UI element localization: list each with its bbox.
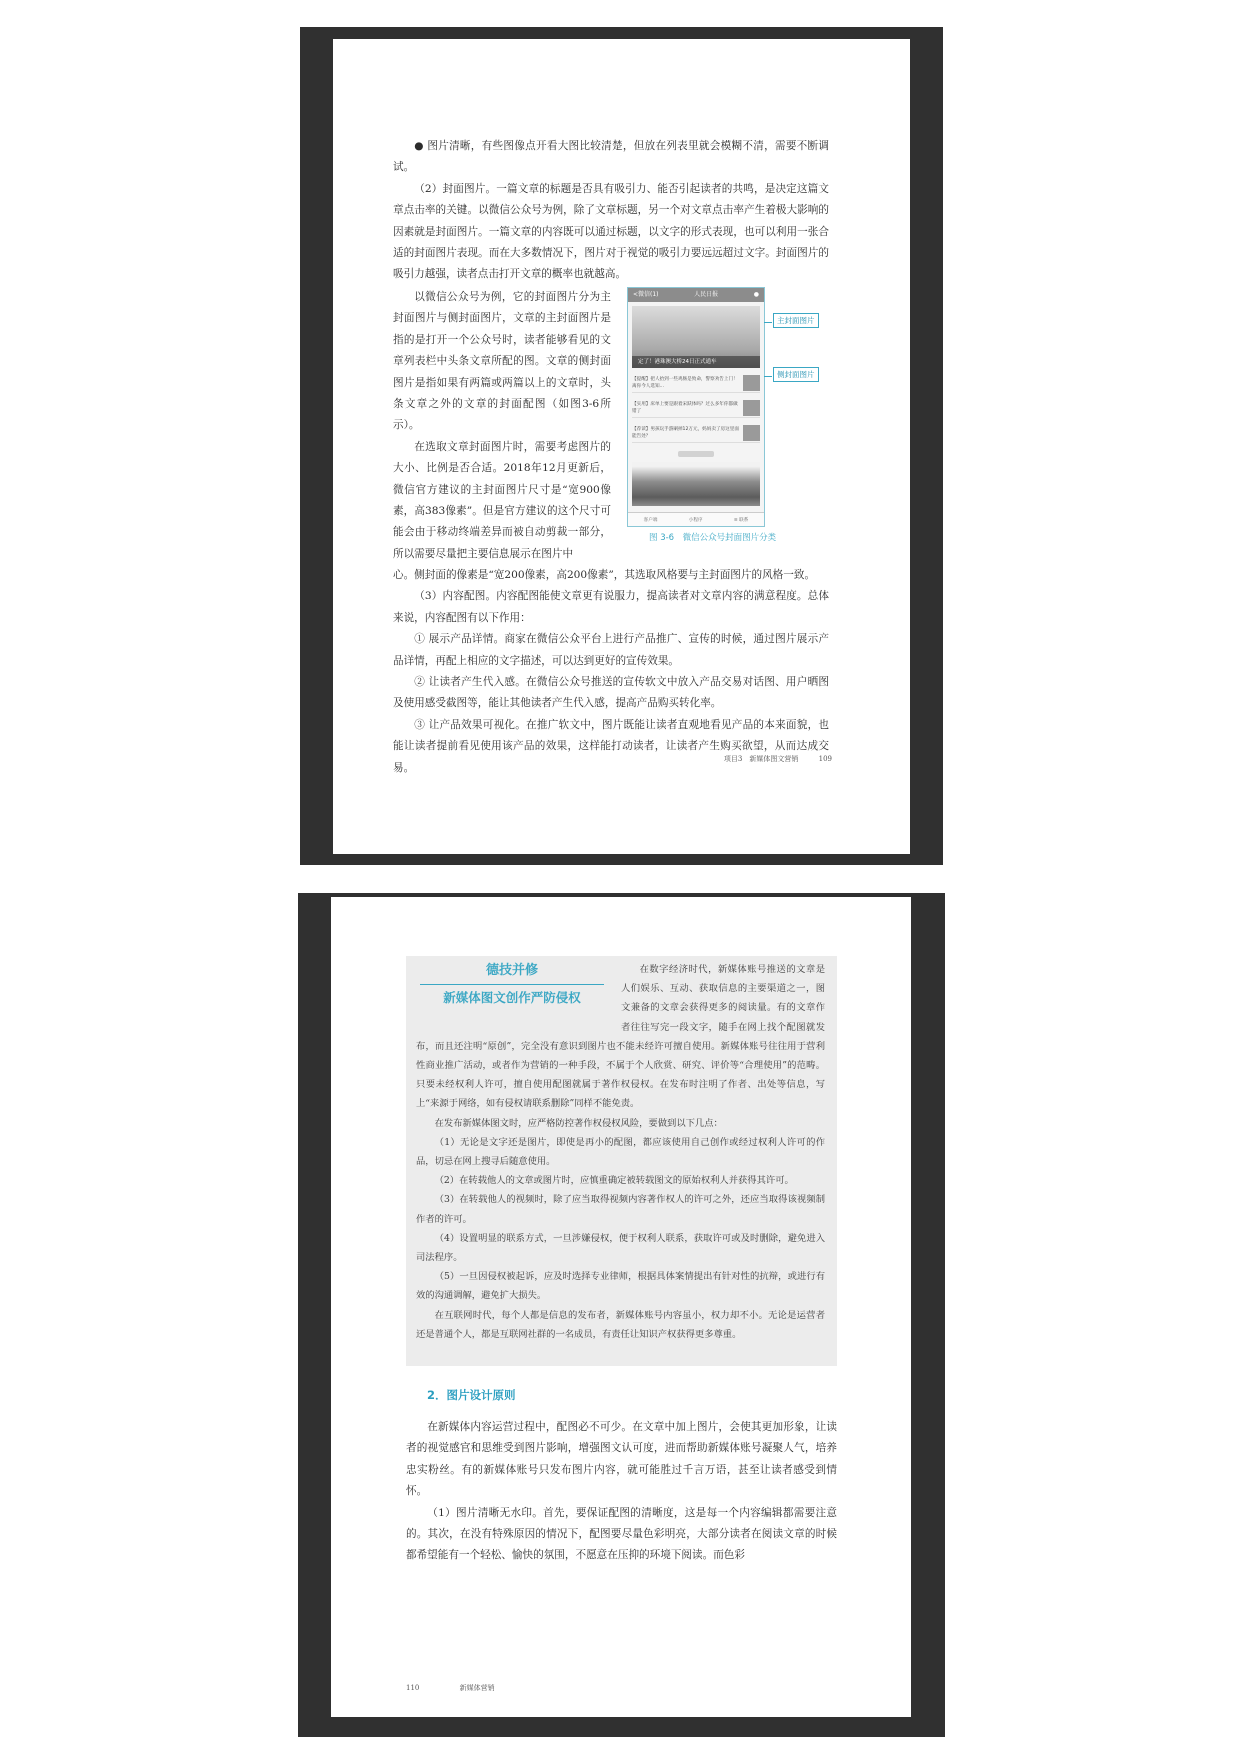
- content-paragraph: （3）内容配图。内容配图能使文章更有说服力，提高读者对文章内容的满意程度。总体来说，内容配图有以下作用：: [393, 590, 829, 624]
- page-number: 109: [818, 755, 832, 763]
- book-page-109: [333, 39, 910, 854]
- article-item: [632, 423, 760, 443]
- sidebar-title-block: [412, 962, 612, 1007]
- article-title: 【荐读】男孩玩手游刷掉12万元，妈妈卖了房这里面能告处？: [632, 426, 739, 439]
- phone-title-bar: [628, 288, 764, 302]
- sidebar-paragraph: 在发布新媒体图文时，应严格防控著作权侵权风险，要做到以下几点：: [434, 1117, 723, 1129]
- page-scan-1: [300, 27, 943, 865]
- page1-wrapped-text: [393, 287, 611, 565]
- footer-book-title: 新媒体营销: [459, 1684, 495, 1692]
- bullet-paragraph: ● 图片清晰，有些图像点开看大图比较清楚，但放在列表里就会模糊不清，需要不断调试。: [393, 140, 829, 174]
- article-title: 【实用】床单上要是跟着宋跃体吗？过么多年你都做错了: [632, 401, 738, 414]
- callout-side-cover: 侧封面图片: [773, 367, 819, 382]
- callout-leader: [764, 322, 772, 323]
- sidebar-paragraph: 在数字经济时代，新媒体账号推送的文章是人们娱乐、互动、获取信息的主要渠道之一，图文兼备的文章会获得更多的阅读量。有的文章作者往往写完一段文字，随手在网上找个配图就发布，而且还注明“原创”，完全没有意识到图片也不能未经许可擅自使用。新媒体账号往往用于营利性商业推广活动，或者作为营销的一种手段，不属于个人欣赏、研究、评价等“合理使用”的范畴。只要未经权利人许可，擅自使用配图就属于著作权侵权。在发布时注明了作者、出处等信息，写上“来源于网络，如有侵权请联系删除”同样不能免责。: [416, 964, 825, 1110]
- figure-3-6: [627, 287, 831, 543]
- phone-tab: ≡ 联系: [733, 517, 749, 523]
- sidebar-paragraph: （5）一旦因侵权被起诉，应及时选择专业律师，根据具体案情提出有针对性的抗辩，或进行有效的沟通调解，避免扩大损失。: [416, 1271, 825, 1302]
- side-cover-thumb: [743, 400, 760, 416]
- cover-paragraph: （2）封面图片。一篇文章的标题是否具有吸引力、能否引起读者的共鸣，是决定这篇文章点击率的关键。以微信公众号为例，除了文章标题，另一个对文章点击率产生着极大影响的因素就是封面图片。一篇文章的内容既可以通过标题，以文字的形式表现，也可以利用一张合适的封面图片表现。而在大多数情况下，图片对于视觉的吸引力要远远超过文字。封面图片的吸引力越强，读者点击打开文章的概率也就越高。: [393, 182, 829, 281]
- content-item-2: ② 让读者产生代入感。在微信公众号推送的宣传软文中放入产品交易对话图、用户晒图及使用感受截图等，能让其他读者产生代入感，提高产品购买转化率。: [393, 676, 829, 710]
- page-footer: [406, 1683, 495, 1693]
- phone-title: 人民日报: [694, 291, 719, 298]
- page-footer: [724, 754, 832, 764]
- content-item-1: ① 展示产品详情。商家在微信公众平台上进行产品推广、宣传的时候，通过图片展示产品详情，再配上相应的文字描述，可以达到更好的宣传效果。: [393, 633, 829, 667]
- page-number: 110: [406, 1684, 420, 1692]
- sidebar-paragraph: （4）设置明显的联系方式，一旦涉嫌侵权，便于权利人联系，获取许可或及时删除，避免进入司法程序。: [416, 1232, 825, 1264]
- phone-back: <微信(1): [633, 291, 659, 298]
- select-paragraph: 在选取文章封面图片时，需要考虑图片的大小、比例是否合适。2018年12月更新后，微信官方建议的主封面图片尺寸是“宽900像素，高383像素”。但是官方建议的这个尺寸可能会由于移动终端差异而被自动剪裁一部分，所以需要尽量把主要信息展示在图片中: [393, 440, 611, 560]
- footer-section: 项目3 新媒体图文营销: [723, 755, 799, 763]
- sidebar-title-rule: [420, 984, 604, 985]
- time-separator: [678, 451, 714, 457]
- article-item: [632, 398, 760, 418]
- page1-bottom-text: [393, 565, 829, 779]
- side-cover-thumb: [743, 425, 760, 441]
- second-cover-image: [632, 462, 760, 506]
- sidebar-paragraph: 在互联网时代，每个人都是信息的发布者，新媒体账号内容虽小，权力却不小。无论是运营者还是普通个人，都是互联网社群的一名成员，有责任让知识产权获得更多尊重。: [416, 1309, 825, 1340]
- wechat-paragraph: 以微信公众号为例，它的封面图片分为主封面图片与侧封面图片，文章的主封面图片是指的是打开一个公众号时，读者能够看见的文章列表栏中头条文章所配的图。文章的侧封面图片是指如果有两篇或两篇以上的文章时，头条文章之外的文章的封面配图（如图3-6所示）。: [393, 291, 611, 432]
- phone-tab-bar: [628, 512, 764, 526]
- page1-top-text: [393, 136, 829, 286]
- side-cover-thumb: [743, 375, 760, 391]
- sidebar-paragraph: （3）在转载他人的视频时，除了应当取得视频内容著作权人的许可之外，还应当取得该视频制作者的许可。: [416, 1194, 825, 1225]
- main-cover-image: [632, 306, 760, 368]
- sidebar-title: 德技并修: [485, 963, 538, 978]
- body-paragraph: 在新媒体内容运营过程中，配图必不可少。在文章中加上图片，会使其更加形象，让读者的视觉感官和思维受到图片影响，增强图文认可度，进而帮助新媒体账号凝聚人气，培养忠实粉丝。有的新媒体账号只发布图片内容，就可能胜过千言万语，甚至让读者感受到情怀。: [406, 1421, 837, 1498]
- sidebar-box: [406, 956, 837, 1366]
- section-heading: 2．图片设计原则: [427, 1388, 516, 1402]
- user-icon: ●: [753, 291, 759, 298]
- callout-leader: [764, 376, 772, 377]
- article-title: 【提醒】把人抬到一些鸡肠是致命，警察劝告上门！离你今人选知...: [632, 376, 738, 389]
- hero-caption: 定了！港珠澳大桥24日正式通车: [632, 356, 760, 368]
- page-scan-2: [298, 893, 945, 1737]
- body-paragraph: （1）图片清晰无水印。首先，要保证配图的清晰度，这是每一个内容编辑都需要注意的。其次，在没有特殊原因的情况下，配图要尽量色彩明亮，大部分读者在阅读文章的时候都希望能有一个轻松、愉快的氛围，不愿意在压抑的环境下阅读。而色彩: [406, 1506, 837, 1562]
- callout-main-cover: 主封面图片: [773, 313, 819, 328]
- page2-body-text: [406, 1403, 837, 1567]
- select-paragraph-end: 心。侧封面的像素是“宽200像素，高200像素”，其选取风格要与主封面图片的风格一致。: [393, 569, 816, 581]
- sidebar-subtitle: 新媒体图文创作严防侵权: [443, 990, 581, 1005]
- sidebar-text: [416, 960, 825, 1344]
- article-item: [632, 373, 760, 393]
- figure-caption: 图 3-6 微信公众号封面图片分类: [649, 533, 777, 543]
- content-item-3: ③ 让产品效果可视化。在推广软文中，图片既能让读者直观地看见产品的本来面貌，也能让读者提前看见使用该产品的效果，这样能打动读者，让读者产生购买欲望，从而达成交易。: [393, 718, 829, 774]
- book-page-110: [331, 897, 911, 1717]
- sidebar-paragraph: （2）在转载他人的文章或图片时，应慎重确定被转载图文的原始权利人并获得其许可。: [434, 1175, 794, 1187]
- phone-tab: 小程序: [688, 517, 703, 523]
- sidebar-paragraph: （1）无论是文字还是图片，即使是再小的配图，都应该使用自己创作或经过权利人许可的作品，切忌在网上搜寻后随意使用。: [416, 1136, 825, 1168]
- phone-tab: 客户端: [643, 517, 658, 523]
- phone-screenshot: [627, 287, 765, 527]
